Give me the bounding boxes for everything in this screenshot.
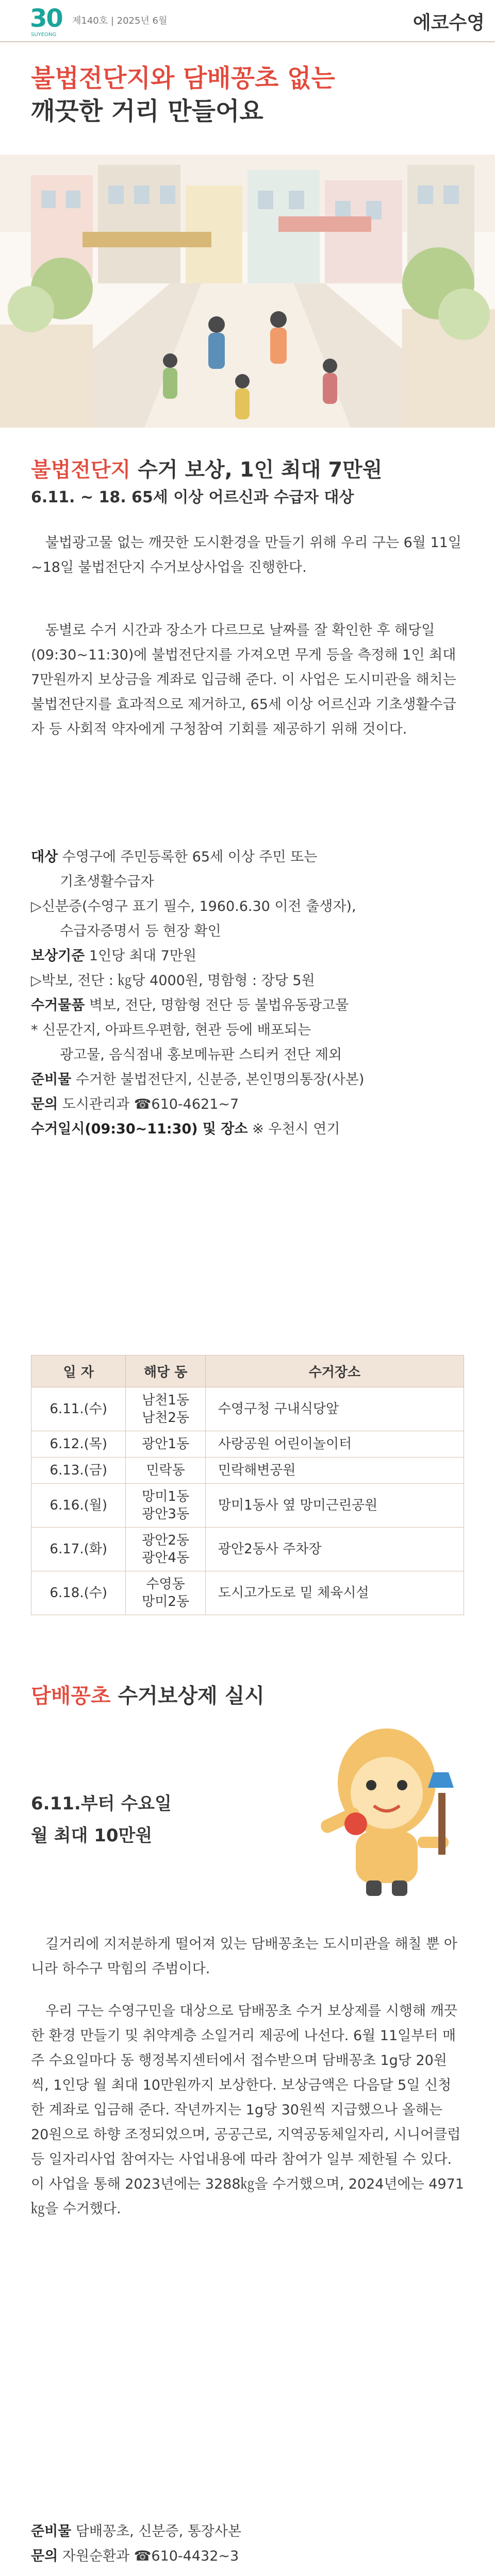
cigarette-date-line2: 월 최대 10만원 xyxy=(31,1825,153,1846)
reward-text: 1인당 최대 7만원 xyxy=(89,948,196,964)
dong-name: 광안4동 xyxy=(142,1550,190,1566)
items-text-2: * 신문간지, 아파트우편함, 현관 등에 배포되는 xyxy=(31,1022,311,1038)
row-dong xyxy=(126,1387,205,1431)
cigarette-prep-label: 준비물 xyxy=(31,2523,72,2539)
contact-text: 도시관리과 ☎610-4621~7 xyxy=(62,1096,239,1112)
headline-line2: 깨끗한 거리 만들어요 xyxy=(31,97,263,126)
table-row xyxy=(31,1571,464,1615)
section-brand: 에코수영 xyxy=(412,12,485,33)
row-date: 6.13.(금) xyxy=(31,1458,126,1484)
table-header: 일 자 xyxy=(31,1355,126,1387)
cigarette-prep-text: 담배꽁초, 신분증, 통장사본 xyxy=(75,2523,242,2539)
street-illustration xyxy=(0,155,495,428)
items-text-3: 광고물, 음식점내 홍보메뉴판 스티커 전단 제외 xyxy=(60,1047,342,1063)
table-row xyxy=(31,1387,464,1431)
cigarette-paragraph-1: 길거리에 지저분하게 떨어져 있는 담배꽁초는 도시미관을 해칠 뿐 아니라 하수구 막힘의 주범이다. xyxy=(31,1936,457,1977)
row-dong: 민락동 xyxy=(126,1458,205,1484)
reward-label: 보상기준 xyxy=(31,948,85,964)
flyer-title-highlight: 불법전단지 xyxy=(31,458,131,482)
prep-text: 수거한 불법전단지, 신분증, 본인명의통장(사본) xyxy=(75,1072,365,1088)
table-row xyxy=(31,1431,464,1458)
page-header xyxy=(0,0,495,42)
cigarette-title-rest: 수거보상제 실시 xyxy=(110,1684,265,1708)
dong-name: 망미1동 xyxy=(142,1489,190,1504)
row-place: 수영구청 구내식당앞 xyxy=(205,1387,464,1431)
row-date: 6.16.(월) xyxy=(31,1484,126,1528)
row-dong: 광안1동 xyxy=(126,1431,205,1458)
items-text: 벽보, 전단, 명함형 전단 등 불법유동광고물 xyxy=(89,997,349,1013)
table-header-row xyxy=(31,1355,464,1387)
row-place: 광안2동사 주차장 xyxy=(205,1528,464,1571)
collection-schedule-table xyxy=(31,1355,464,1615)
logo-subtext: SUYEONG xyxy=(31,32,57,38)
table-row xyxy=(31,1458,464,1484)
row-place: 사랑공원 어린이놀이터 xyxy=(205,1431,464,1458)
flyer-title-rest: 수거 보상, 1인 최대 7만원 xyxy=(130,458,383,482)
row-place: 민락해변공원 xyxy=(205,1458,464,1484)
flyer-section-title xyxy=(31,453,382,483)
table-header: 수거장소 xyxy=(205,1355,464,1387)
table-row xyxy=(31,1528,464,1571)
mascot-illustration xyxy=(299,1716,474,1901)
dong-name: 광안3동 xyxy=(142,1506,190,1522)
target-text-2: 기초생활수급자 xyxy=(60,874,154,890)
table-header: 해당 동 xyxy=(126,1355,205,1387)
cigarette-date-line1: 6.11.부터 수요일 xyxy=(31,1793,172,1814)
cigarette-paragraph-2: 우리 구는 수영구민을 대상으로 담배꽁초 수거 보상제를 시행해 깨끗한 환경 만들기 및 취약계층 소일거리 제공에 나선다. 6월 11일부터 매주 수요일마다 동 행정복지센터에서 접수받으며 담배꽁초 1g당 20원씩, 1인당 월 최대 10만원까지 보상한다. 보상금액은 다음달 5일 신청한 계좌로 입금해 준다. 작년까지는 1g당 30원씩 지급했으나 올해는 20원으로 하향 조정되었으며, 공공근로, 지역공동체일자리, 시니어클럽 등 일자리사업 참여자는 사업내용에 따라 참여가 일부 제한될 수 있다. 이 사업을 통해 2023년에는 3288㎏을 수거했으며, 2024년에는 4971㎏을 수거했다. xyxy=(31,2003,464,2217)
cigarette-section-title xyxy=(31,1680,265,1709)
row-place: 망미1동사 옆 망미근린공원 xyxy=(205,1484,464,1528)
row-date: 6.12.(목) xyxy=(31,1431,126,1458)
cigarette-title-highlight: 담배꽁초 xyxy=(31,1684,111,1708)
row-dong xyxy=(126,1571,205,1615)
row-date: 6.11.(수) xyxy=(31,1387,126,1431)
cigarette-info-block xyxy=(31,2519,464,2569)
table-row xyxy=(31,1484,464,1528)
row-place: 도시고가도로 밑 체육시설 xyxy=(205,1571,464,1615)
dong-name: 남천1동 xyxy=(142,1393,190,1408)
flyer-paragraph-1: 불법광고물 없는 깨끗한 도시환경을 만들기 위해 우리 구는 6월 11일~18일 불법전단지 수거보상사업을 진행한다. xyxy=(31,535,461,575)
target-text-3: ▷신분증(수영구 표기 필수, 1960.6.30 이전 출생자), xyxy=(31,899,356,914)
cigarette-schedule xyxy=(31,1788,172,1852)
headline xyxy=(31,62,464,128)
date-note: ※ 우천시 연기 xyxy=(252,1121,340,1137)
row-date: 6.18.(수) xyxy=(31,1571,126,1615)
target-label: 대상 xyxy=(31,849,58,865)
reward-text-2: ▷박보, 전단 : ㎏당 4000원, 명함형 : 장당 5원 xyxy=(31,973,315,989)
date-label: 수거일시(09:30~11:30) 및 장소 xyxy=(31,1121,248,1137)
target-text-4: 수급자증명서 등 현장 확인 xyxy=(60,923,221,939)
dong-name: 광안2동 xyxy=(142,1533,190,1548)
dong-name: 망미2동 xyxy=(142,1594,190,1609)
flyer-info-block xyxy=(31,845,464,1142)
items-label: 수거물품 xyxy=(31,997,85,1013)
target-text: 수영구에 주민등록한 65세 이상 주민 또는 xyxy=(62,849,318,865)
cigarette-contact-text: 자원순환과 ☎610-4432~3 xyxy=(62,2548,239,2564)
issue-info: 제140호 | 2025년 6월 xyxy=(72,15,168,26)
headline-line1: 불법전단지와 담배꽁초 없는 xyxy=(31,64,335,93)
flyer-section-subtitle: 6.11. ~ 18. 65세 이상 어르신과 수급자 대상 xyxy=(31,488,354,506)
row-date: 6.17.(화) xyxy=(31,1528,126,1571)
row-dong xyxy=(126,1528,205,1571)
row-dong xyxy=(126,1484,205,1528)
anniversary-logo: 30 xyxy=(30,4,62,33)
flyer-paragraph-2: 동별로 수거 시간과 장소가 다르므로 날짜를 잘 확인한 후 해당일(09:30~11:30)에 불법전단지를 가져오면 무게 등을 측정해 1인 최대 7만원까지 보상금을 계좌로 입금해 준다. 이 사업은 도시미관을 해치는 불법전단지를 효과적으로 제거하고, 65세 이상 어르신과 기초생활수급자 등 사회적 약자에게 구청참여 기회를 제공하기 위해 것이다. xyxy=(31,622,456,737)
dong-name: 남천2동 xyxy=(142,1410,190,1426)
cigarette-contact-label: 문의 xyxy=(31,2548,58,2564)
prep-label: 준비물 xyxy=(31,1072,72,1088)
contact-label: 문의 xyxy=(31,1096,58,1112)
dong-name: 수영동 xyxy=(146,1577,185,1592)
